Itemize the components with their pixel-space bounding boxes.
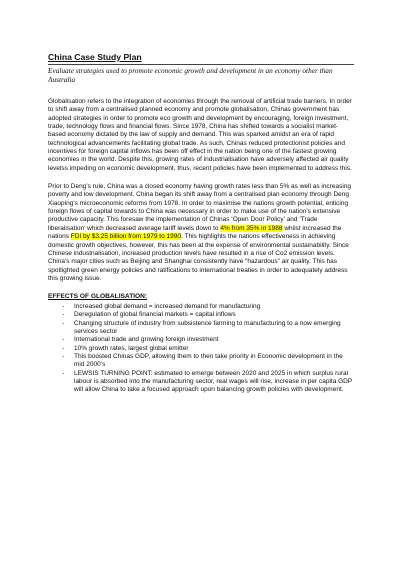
list-item: - This boosted Chinas GDP, allowing them to then take priority in Economic development in the mid 2000’s xyxy=(62,353,354,370)
paragraph-text: Prior to Deng’s rule, China was a closed economy having growth rates less than 5% as well as increasing poverty and low development. China began its shift away from a centralised plan economy through Deng Xiaoping’s microeconomic reforms from 1978. In order to maximise the nations growth potential, enticing foreign flows of capital towards to China was necessary in order to make use of the nation’s extensive productive capacity. This foresaw the implementation of Chinas ‘Open Door Policy’ and ‘Trade liberalisation’ which decreased average tariff levels down to xyxy=(48,183,352,232)
paragraph-deng-reforms xyxy=(48,183,354,283)
paragraph-text: whilst increased the nations xyxy=(48,224,342,241)
paragraph-globalisation: Globalisation refers to the integration of economies through the removal of artificial trade barriers. In order to shift away from a centralised planned economy and promote globalisation, Chinas government has adopted strategies in order to promote eco growth and development by encouraging, foreign investment, trade, technology flows and financial flows. Since 1978, China has shifted towards a socialist market-based economy dictated by the law of supply and demand. This was sparked amidst an era of rapid technological advancements facilitating global trade. As such, Chinas reduced protectionist policies and incentives for foreign capital inflows has been off effect in the nation being one of the fastest growing economies in the world. Despite this, growing rates of industrialisation have adversely affected air quality levelss impeding on economic development, thus, recent policies have been implemented to address this. xyxy=(48,98,352,172)
list-item: - Increased global demand = increased demand for manufacturing xyxy=(62,303,354,311)
list-item: - Changing structure of industry from subsistence farming to manufacturing to a now emerging services sector xyxy=(62,320,354,337)
list-item: - 10% growth rates, largest global emitter xyxy=(62,345,354,353)
effects-heading: EFFECTS OF GLOBALISATION: xyxy=(48,293,148,301)
highlighted-fdi-stat: FDI by $3.25 billion from 1979 to 1990 xyxy=(70,233,181,241)
list-item: - LEWSIS TURNING POINT: estimated to emerge between 2020 and 2025 in which surplus rural labour is absorbed into the manufacturing sector, real wages will rise, increase in per capita GDP will allow China to take a focused approach upon balancing growth policies with development. xyxy=(62,370,354,395)
list-item: - Deregulation of global financial markets = capital inflows xyxy=(62,311,354,319)
document-subtitle: Evaluate strategies used to promote economic growth and development in an economy other than Australia xyxy=(48,64,354,84)
highlighted-tariff-stat: 4% from 35% in 1988 xyxy=(220,224,283,232)
paragraph-text: . This highlights the nations effectiveness in achieving domestic growth objectives, however, this has been at the expense of environmental sustainability. Since Chinese industrialisation, increased production levels have resulted in a rise of Co2 emission levels. China’s major cities such as Beijing and Shanghai consistently have “hazardous” air quality. This has spotlighted green energy policies and ratifications to international treaties in order to adequately address this growing issue. xyxy=(48,233,349,282)
document-title: China Case Study Plan xyxy=(48,52,142,62)
list-item: - International trade and growing foreign investment xyxy=(62,336,354,344)
effects-list xyxy=(48,303,354,395)
